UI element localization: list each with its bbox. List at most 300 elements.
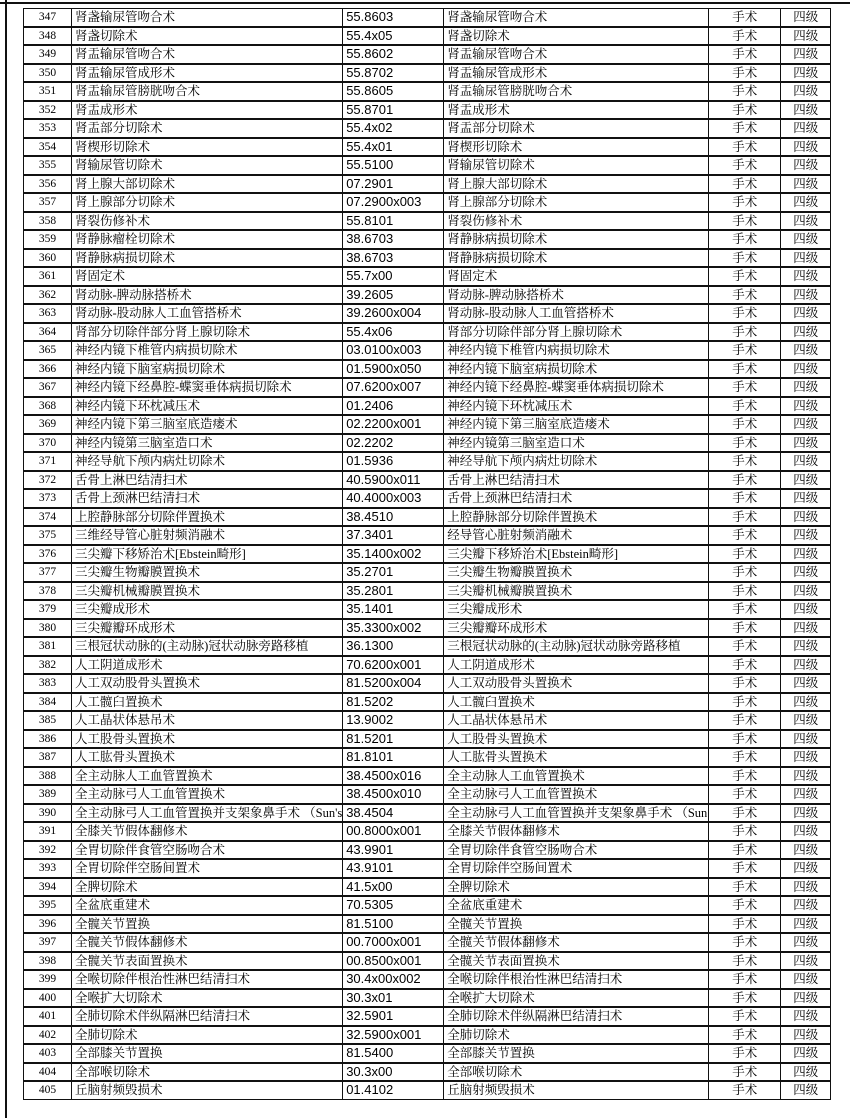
code-cell: 03.0100x003 <box>343 341 444 360</box>
table-row <box>23 156 831 175</box>
row-number-cell: 361 <box>23 267 72 286</box>
table-row <box>23 175 831 194</box>
procedure-name-cell: 肾静脉病损切除术 <box>72 249 343 268</box>
row-number-cell: 355 <box>23 156 72 175</box>
procedure-name2-cell: 全肺切除术 <box>444 1026 709 1045</box>
page-border-top <box>0 2 850 4</box>
category-cell: 手术 <box>709 397 781 416</box>
row-number-cell: 378 <box>23 582 72 601</box>
category-cell: 手术 <box>709 600 781 619</box>
category-cell: 手术 <box>709 730 781 749</box>
category-cell: 手术 <box>709 785 781 804</box>
category-cell: 手术 <box>709 1044 781 1063</box>
procedure-name2-cell: 全胃切除伴食管空肠吻合术 <box>444 841 709 860</box>
level-cell: 四级 <box>781 545 831 564</box>
row-number-cell: 357 <box>23 193 72 212</box>
table-row <box>23 82 831 101</box>
code-cell: 41.5x00 <box>343 878 444 897</box>
row-number-cell: 387 <box>23 748 72 767</box>
category-cell: 手术 <box>709 915 781 934</box>
row-number-cell: 398 <box>23 952 72 971</box>
table-row <box>23 1063 831 1082</box>
row-number-cell: 352 <box>23 101 72 120</box>
level-cell: 四级 <box>781 156 831 175</box>
row-number-cell: 377 <box>23 563 72 582</box>
level-cell: 四级 <box>781 748 831 767</box>
table-row <box>23 841 831 860</box>
table-row <box>23 600 831 619</box>
level-cell: 四级 <box>781 489 831 508</box>
procedure-name2-cell: 肾动脉-脾动脉搭桥术 <box>444 286 709 305</box>
table-row <box>23 101 831 120</box>
level-cell: 四级 <box>781 230 831 249</box>
category-cell: 手术 <box>709 193 781 212</box>
procedure-name2-cell: 全盆底重建术 <box>444 896 709 915</box>
level-cell: 四级 <box>781 1063 831 1082</box>
code-cell: 37.3401 <box>343 526 444 545</box>
row-number-cell: 391 <box>23 822 72 841</box>
row-number-cell: 386 <box>23 730 72 749</box>
procedure-name2-cell: 全主动脉人工血管置换术 <box>444 767 709 786</box>
code-cell: 55.4x01 <box>343 138 444 157</box>
procedure-name2-cell: 神经内镜下椎管内病损切除术 <box>444 341 709 360</box>
code-cell: 40.5900x011 <box>343 471 444 490</box>
category-cell: 手术 <box>709 952 781 971</box>
procedure-name-cell: 全盆底重建术 <box>72 896 343 915</box>
procedure-name2-cell: 肾盂输尿管吻合术 <box>444 45 709 64</box>
level-cell: 四级 <box>781 378 831 397</box>
table-row <box>23 193 831 212</box>
code-cell: 38.6703 <box>343 249 444 268</box>
category-cell: 手术 <box>709 230 781 249</box>
table-row <box>23 249 831 268</box>
procedure-name2-cell: 三尖瓣下移矫治术[Ebstein畸形] <box>444 545 709 564</box>
procedure-name-cell: 上腔静脉部分切除伴置换术 <box>72 508 343 527</box>
procedure-name-cell: 人工阴道成形术 <box>72 656 343 675</box>
procedure-name2-cell: 神经内镜下脑室病损切除术 <box>444 360 709 379</box>
row-number-cell: 403 <box>23 1044 72 1063</box>
procedure-name2-cell: 人工肱骨头置换术 <box>444 748 709 767</box>
row-number-cell: 389 <box>23 785 72 804</box>
level-cell: 四级 <box>781 101 831 120</box>
category-cell: 手术 <box>709 1081 781 1100</box>
code-cell: 35.2701 <box>343 563 444 582</box>
level-cell: 四级 <box>781 1081 831 1100</box>
procedure-name2-cell: 人工双动股骨头置换术 <box>444 674 709 693</box>
category-cell: 手术 <box>709 304 781 323</box>
row-number-cell: 358 <box>23 212 72 231</box>
table-row <box>23 619 831 638</box>
procedure-name2-cell: 舌骨上颈淋巴结清扫术 <box>444 489 709 508</box>
row-number-cell: 375 <box>23 526 72 545</box>
procedure-name-cell: 肾盂部分切除术 <box>72 119 343 138</box>
procedure-name-cell: 三尖瓣生物瓣膜置换术 <box>72 563 343 582</box>
procedure-name-cell: 人工髋臼置换术 <box>72 693 343 712</box>
procedure-name2-cell: 肾盂输尿管成形术 <box>444 64 709 83</box>
level-cell: 四级 <box>781 267 831 286</box>
procedure-name-cell: 肾动脉-股动脉人工血管搭桥术 <box>72 304 343 323</box>
code-cell: 00.8000x001 <box>343 822 444 841</box>
level-cell: 四级 <box>781 119 831 138</box>
code-cell: 38.4510 <box>343 508 444 527</box>
category-cell: 手术 <box>709 119 781 138</box>
row-number-cell: 348 <box>23 27 72 46</box>
code-cell: 81.5100 <box>343 915 444 934</box>
code-cell: 55.7x00 <box>343 267 444 286</box>
row-number-cell: 365 <box>23 341 72 360</box>
procedure-name2-cell: 全胃切除伴空肠间置术 <box>444 859 709 878</box>
row-number-cell: 353 <box>23 119 72 138</box>
table-row <box>23 730 831 749</box>
level-cell: 四级 <box>781 711 831 730</box>
level-cell: 四级 <box>781 508 831 527</box>
procedure-name2-cell: 肾固定术 <box>444 267 709 286</box>
category-cell: 手术 <box>709 82 781 101</box>
table-row <box>23 267 831 286</box>
procedure-name-cell: 丘脑射频毁损术 <box>72 1081 343 1100</box>
table-row <box>23 397 831 416</box>
row-number-cell: 362 <box>23 286 72 305</box>
procedure-name-cell: 三尖瓣瓣环成形术 <box>72 619 343 638</box>
row-number-cell: 373 <box>23 489 72 508</box>
procedure-name2-cell: 三尖瓣机械瓣膜置换术 <box>444 582 709 601</box>
procedure-name2-cell: 舌骨上淋巴结清扫术 <box>444 471 709 490</box>
code-cell: 81.5201 <box>343 730 444 749</box>
table-row <box>23 563 831 582</box>
row-number-cell: 376 <box>23 545 72 564</box>
category-cell: 手术 <box>709 378 781 397</box>
table-row <box>23 138 831 157</box>
procedure-name-cell: 三尖瓣下移矫治术[Ebstein畸形] <box>72 545 343 564</box>
code-cell: 38.4500x016 <box>343 767 444 786</box>
table-row <box>23 785 831 804</box>
procedure-name-cell: 全髋关节表面置换术 <box>72 952 343 971</box>
code-cell: 40.4000x003 <box>343 489 444 508</box>
procedure-name-cell: 全喉切除伴根治性淋巴结清扫术 <box>72 970 343 989</box>
category-cell: 手术 <box>709 45 781 64</box>
level-cell: 四级 <box>781 730 831 749</box>
code-cell: 43.9101 <box>343 859 444 878</box>
level-cell: 四级 <box>781 859 831 878</box>
category-cell: 手术 <box>709 656 781 675</box>
table-body <box>23 8 831 1100</box>
procedure-name2-cell: 上腔静脉部分切除伴置换术 <box>444 508 709 527</box>
category-cell: 手术 <box>709 970 781 989</box>
procedure-name-cell: 舌骨上颈淋巴结清扫术 <box>72 489 343 508</box>
procedure-name-cell: 全喉扩大切除术 <box>72 989 343 1008</box>
procedure-name-cell: 肾盂成形术 <box>72 101 343 120</box>
level-cell: 四级 <box>781 434 831 453</box>
row-number-cell: 360 <box>23 249 72 268</box>
procedure-name2-cell: 神经内镜下第三脑室底造瘘术 <box>444 415 709 434</box>
table-row <box>23 323 831 342</box>
code-cell: 30.3x00 <box>343 1063 444 1082</box>
category-cell: 手术 <box>709 138 781 157</box>
table-row <box>23 582 831 601</box>
procedure-name-cell: 神经内镜下第三脑室底造瘘术 <box>72 415 343 434</box>
category-cell: 手术 <box>709 804 781 823</box>
level-cell: 四级 <box>781 397 831 416</box>
procedure-name2-cell: 肾盂部分切除术 <box>444 119 709 138</box>
level-cell: 四级 <box>781 600 831 619</box>
category-cell: 手术 <box>709 508 781 527</box>
level-cell: 四级 <box>781 637 831 656</box>
row-number-cell: 388 <box>23 767 72 786</box>
code-cell: 01.5936 <box>343 452 444 471</box>
code-cell: 35.2801 <box>343 582 444 601</box>
procedure-name-cell: 全髋关节假体翻修术 <box>72 933 343 952</box>
code-cell: 39.2605 <box>343 286 444 305</box>
procedure-name2-cell: 全主动脉弓人工血管置换术 <box>444 785 709 804</box>
category-cell: 手术 <box>709 841 781 860</box>
table-row <box>23 859 831 878</box>
procedure-name2-cell: 三尖瓣瓣环成形术 <box>444 619 709 638</box>
row-number-cell: 399 <box>23 970 72 989</box>
code-cell: 35.3300x002 <box>343 619 444 638</box>
code-cell: 81.5200x004 <box>343 674 444 693</box>
level-cell: 四级 <box>781 841 831 860</box>
procedure-name-cell: 人工双动股骨头置换术 <box>72 674 343 693</box>
procedure-name-cell: 全主动脉弓人工血管置换术 <box>72 785 343 804</box>
procedure-name-cell: 全胃切除伴空肠间置术 <box>72 859 343 878</box>
category-cell: 手术 <box>709 693 781 712</box>
level-cell: 四级 <box>781 471 831 490</box>
table-row <box>23 489 831 508</box>
code-cell: 39.2600x004 <box>343 304 444 323</box>
procedure-name-cell: 肾部分切除伴部分肾上腺切除术 <box>72 323 343 342</box>
category-cell: 手术 <box>709 101 781 120</box>
code-cell: 35.1401 <box>343 600 444 619</box>
category-cell: 手术 <box>709 767 781 786</box>
procedure-name-cell: 肾固定术 <box>72 267 343 286</box>
procedure-name-cell: 肾盂输尿管成形术 <box>72 64 343 83</box>
procedure-name2-cell: 人工晶状体悬吊术 <box>444 711 709 730</box>
category-cell: 手术 <box>709 674 781 693</box>
level-cell: 四级 <box>781 989 831 1008</box>
category-cell: 手术 <box>709 1007 781 1026</box>
table-row <box>23 27 831 46</box>
level-cell: 四级 <box>781 619 831 638</box>
procedure-name-cell: 肾盂输尿管吻合术 <box>72 45 343 64</box>
level-cell: 四级 <box>781 452 831 471</box>
level-cell: 四级 <box>781 952 831 971</box>
code-cell: 36.1300 <box>343 637 444 656</box>
procedure-name2-cell: 肾楔形切除术 <box>444 138 709 157</box>
category-cell: 手术 <box>709 323 781 342</box>
procedure-name2-cell: 全脾切除术 <box>444 878 709 897</box>
level-cell: 四级 <box>781 693 831 712</box>
code-cell: 81.5400 <box>343 1044 444 1063</box>
procedure-name-cell: 三尖瓣机械瓣膜置换术 <box>72 582 343 601</box>
procedure-name-cell: 神经内镜下脑室病损切除术 <box>72 360 343 379</box>
table-row <box>23 878 831 897</box>
category-cell: 手术 <box>709 286 781 305</box>
table-row <box>23 767 831 786</box>
level-cell: 四级 <box>781 896 831 915</box>
table-row <box>23 915 831 934</box>
code-cell: 30.3x01 <box>343 989 444 1008</box>
procedure-name2-cell: 肾静脉病损切除术 <box>444 249 709 268</box>
category-cell: 手术 <box>709 878 781 897</box>
table-row <box>23 1007 831 1026</box>
level-cell: 四级 <box>781 64 831 83</box>
table-row <box>23 674 831 693</box>
table-row <box>23 360 831 379</box>
category-cell: 手术 <box>709 249 781 268</box>
level-cell: 四级 <box>781 249 831 268</box>
row-number-cell: 395 <box>23 896 72 915</box>
procedure-name2-cell: 肾静脉病损切除术 <box>444 230 709 249</box>
procedure-name2-cell: 肾上腺大部切除术 <box>444 175 709 194</box>
code-cell: 01.5900x050 <box>343 360 444 379</box>
procedure-name-cell: 肾盏切除术 <box>72 27 343 46</box>
procedure-name-cell: 人工晶状体悬吊术 <box>72 711 343 730</box>
category-cell: 手术 <box>709 452 781 471</box>
category-cell: 手术 <box>709 748 781 767</box>
level-cell: 四级 <box>781 915 831 934</box>
level-cell: 四级 <box>781 804 831 823</box>
procedure-name-cell: 三尖瓣成形术 <box>72 600 343 619</box>
table-row <box>23 415 831 434</box>
procedure-name2-cell: 全喉扩大切除术 <box>444 989 709 1008</box>
procedure-name2-cell: 丘脑射频毁损术 <box>444 1081 709 1100</box>
row-number-cell: 383 <box>23 674 72 693</box>
row-number-cell: 397 <box>23 933 72 952</box>
code-cell: 38.6703 <box>343 230 444 249</box>
level-cell: 四级 <box>781 526 831 545</box>
table-row <box>23 637 831 656</box>
page-border-left <box>5 0 7 1118</box>
code-cell: 55.5100 <box>343 156 444 175</box>
procedure-name2-cell: 人工髋臼置换术 <box>444 693 709 712</box>
level-cell: 四级 <box>781 304 831 323</box>
category-cell: 手术 <box>709 711 781 730</box>
category-cell: 手术 <box>709 360 781 379</box>
procedure-name2-cell: 神经内镜第三脑室造口术 <box>444 434 709 453</box>
table-row <box>23 45 831 64</box>
level-cell: 四级 <box>781 286 831 305</box>
row-number-cell: 381 <box>23 637 72 656</box>
level-cell: 四级 <box>781 785 831 804</box>
table-row <box>23 230 831 249</box>
row-number-cell: 366 <box>23 360 72 379</box>
procedure-name-cell: 人工股骨头置换术 <box>72 730 343 749</box>
code-cell: 55.8101 <box>343 212 444 231</box>
procedure-name-cell: 肾静脉瘤栓切除术 <box>72 230 343 249</box>
category-cell: 手术 <box>709 471 781 490</box>
category-cell: 手术 <box>709 415 781 434</box>
code-cell: 55.8702 <box>343 64 444 83</box>
table-row <box>23 508 831 527</box>
row-number-cell: 367 <box>23 378 72 397</box>
code-cell: 01.2406 <box>343 397 444 416</box>
procedure-name2-cell: 三尖瓣生物瓣膜置换术 <box>444 563 709 582</box>
table-row <box>23 693 831 712</box>
procedure-name-cell: 肾楔形切除术 <box>72 138 343 157</box>
row-number-cell: 392 <box>23 841 72 860</box>
procedure-name-cell: 全部喉切除术 <box>72 1063 343 1082</box>
table-row <box>23 989 831 1008</box>
level-cell: 四级 <box>781 822 831 841</box>
procedure-name-cell: 人工肱骨头置换术 <box>72 748 343 767</box>
row-number-cell: 359 <box>23 230 72 249</box>
procedure-name2-cell: 肾部分切除伴部分肾上腺切除术 <box>444 323 709 342</box>
category-cell: 手术 <box>709 989 781 1008</box>
row-number-cell: 379 <box>23 600 72 619</box>
row-number-cell: 350 <box>23 64 72 83</box>
row-number-cell: 405 <box>23 1081 72 1100</box>
level-cell: 四级 <box>781 82 831 101</box>
row-number-cell: 400 <box>23 989 72 1008</box>
procedure-name-cell: 三根冠状动脉的(主动脉)冠状动脉旁路移植 <box>72 637 343 656</box>
code-cell: 07.2900x003 <box>343 193 444 212</box>
level-cell: 四级 <box>781 1007 831 1026</box>
row-number-cell: 384 <box>23 693 72 712</box>
table-row <box>23 286 831 305</box>
procedure-name2-cell: 全髋关节置换 <box>444 915 709 934</box>
procedure-name2-cell: 肾输尿管切除术 <box>444 156 709 175</box>
procedure-name-cell: 神经内镜下环枕减压术 <box>72 397 343 416</box>
procedure-name-cell: 肾上腺大部切除术 <box>72 175 343 194</box>
level-cell: 四级 <box>781 193 831 212</box>
level-cell: 四级 <box>781 415 831 434</box>
procedure-name-cell: 全主动脉弓人工血管置换并支架象鼻手术 （Sun's <box>72 804 343 823</box>
code-cell: 55.4x02 <box>343 119 444 138</box>
table-row <box>23 804 831 823</box>
procedure-name2-cell: 肾盏切除术 <box>444 27 709 46</box>
level-cell: 四级 <box>781 138 831 157</box>
category-cell: 手术 <box>709 526 781 545</box>
code-cell: 55.4x06 <box>343 323 444 342</box>
procedure-name2-cell: 人工阴道成形术 <box>444 656 709 675</box>
procedure-name-cell: 全肺切除术伴纵隔淋巴结清扫术 <box>72 1007 343 1026</box>
row-number-cell: 374 <box>23 508 72 527</box>
level-cell: 四级 <box>781 1044 831 1063</box>
category-cell: 手术 <box>709 8 781 27</box>
procedure-name2-cell: 全喉切除伴根治性淋巴结清扫术 <box>444 970 709 989</box>
procedure-name2-cell: 全髋关节假体翻修术 <box>444 933 709 952</box>
row-number-cell: 382 <box>23 656 72 675</box>
procedure-name-cell: 全部膝关节置换 <box>72 1044 343 1063</box>
category-cell: 手术 <box>709 156 781 175</box>
code-cell: 55.8602 <box>343 45 444 64</box>
category-cell: 手术 <box>709 582 781 601</box>
row-number-cell: 380 <box>23 619 72 638</box>
procedure-name2-cell: 三尖瓣成形术 <box>444 600 709 619</box>
row-number-cell: 347 <box>23 8 72 27</box>
table-row <box>23 748 831 767</box>
level-cell: 四级 <box>781 212 831 231</box>
code-cell: 02.2202 <box>343 434 444 453</box>
procedure-name2-cell: 全部膝关节置换 <box>444 1044 709 1063</box>
category-cell: 手术 <box>709 896 781 915</box>
code-cell: 81.5202 <box>343 693 444 712</box>
procedure-name2-cell: 神经内镜下经鼻腔-蝶窦垂体病损切除术 <box>444 378 709 397</box>
category-cell: 手术 <box>709 341 781 360</box>
table-row <box>23 822 831 841</box>
procedure-table <box>23 8 831 1100</box>
code-cell: 43.9901 <box>343 841 444 860</box>
procedure-name-cell: 三维经导管心脏射频消融术 <box>72 526 343 545</box>
table-row <box>23 64 831 83</box>
table-row <box>23 970 831 989</box>
code-cell: 55.8603 <box>343 8 444 27</box>
code-cell: 38.4500x010 <box>343 785 444 804</box>
row-number-cell: 351 <box>23 82 72 101</box>
level-cell: 四级 <box>781 563 831 582</box>
procedure-name2-cell: 全主动脉弓人工血管置换并支架象鼻手术 （Sun <box>444 804 709 823</box>
code-cell: 07.6200x007 <box>343 378 444 397</box>
